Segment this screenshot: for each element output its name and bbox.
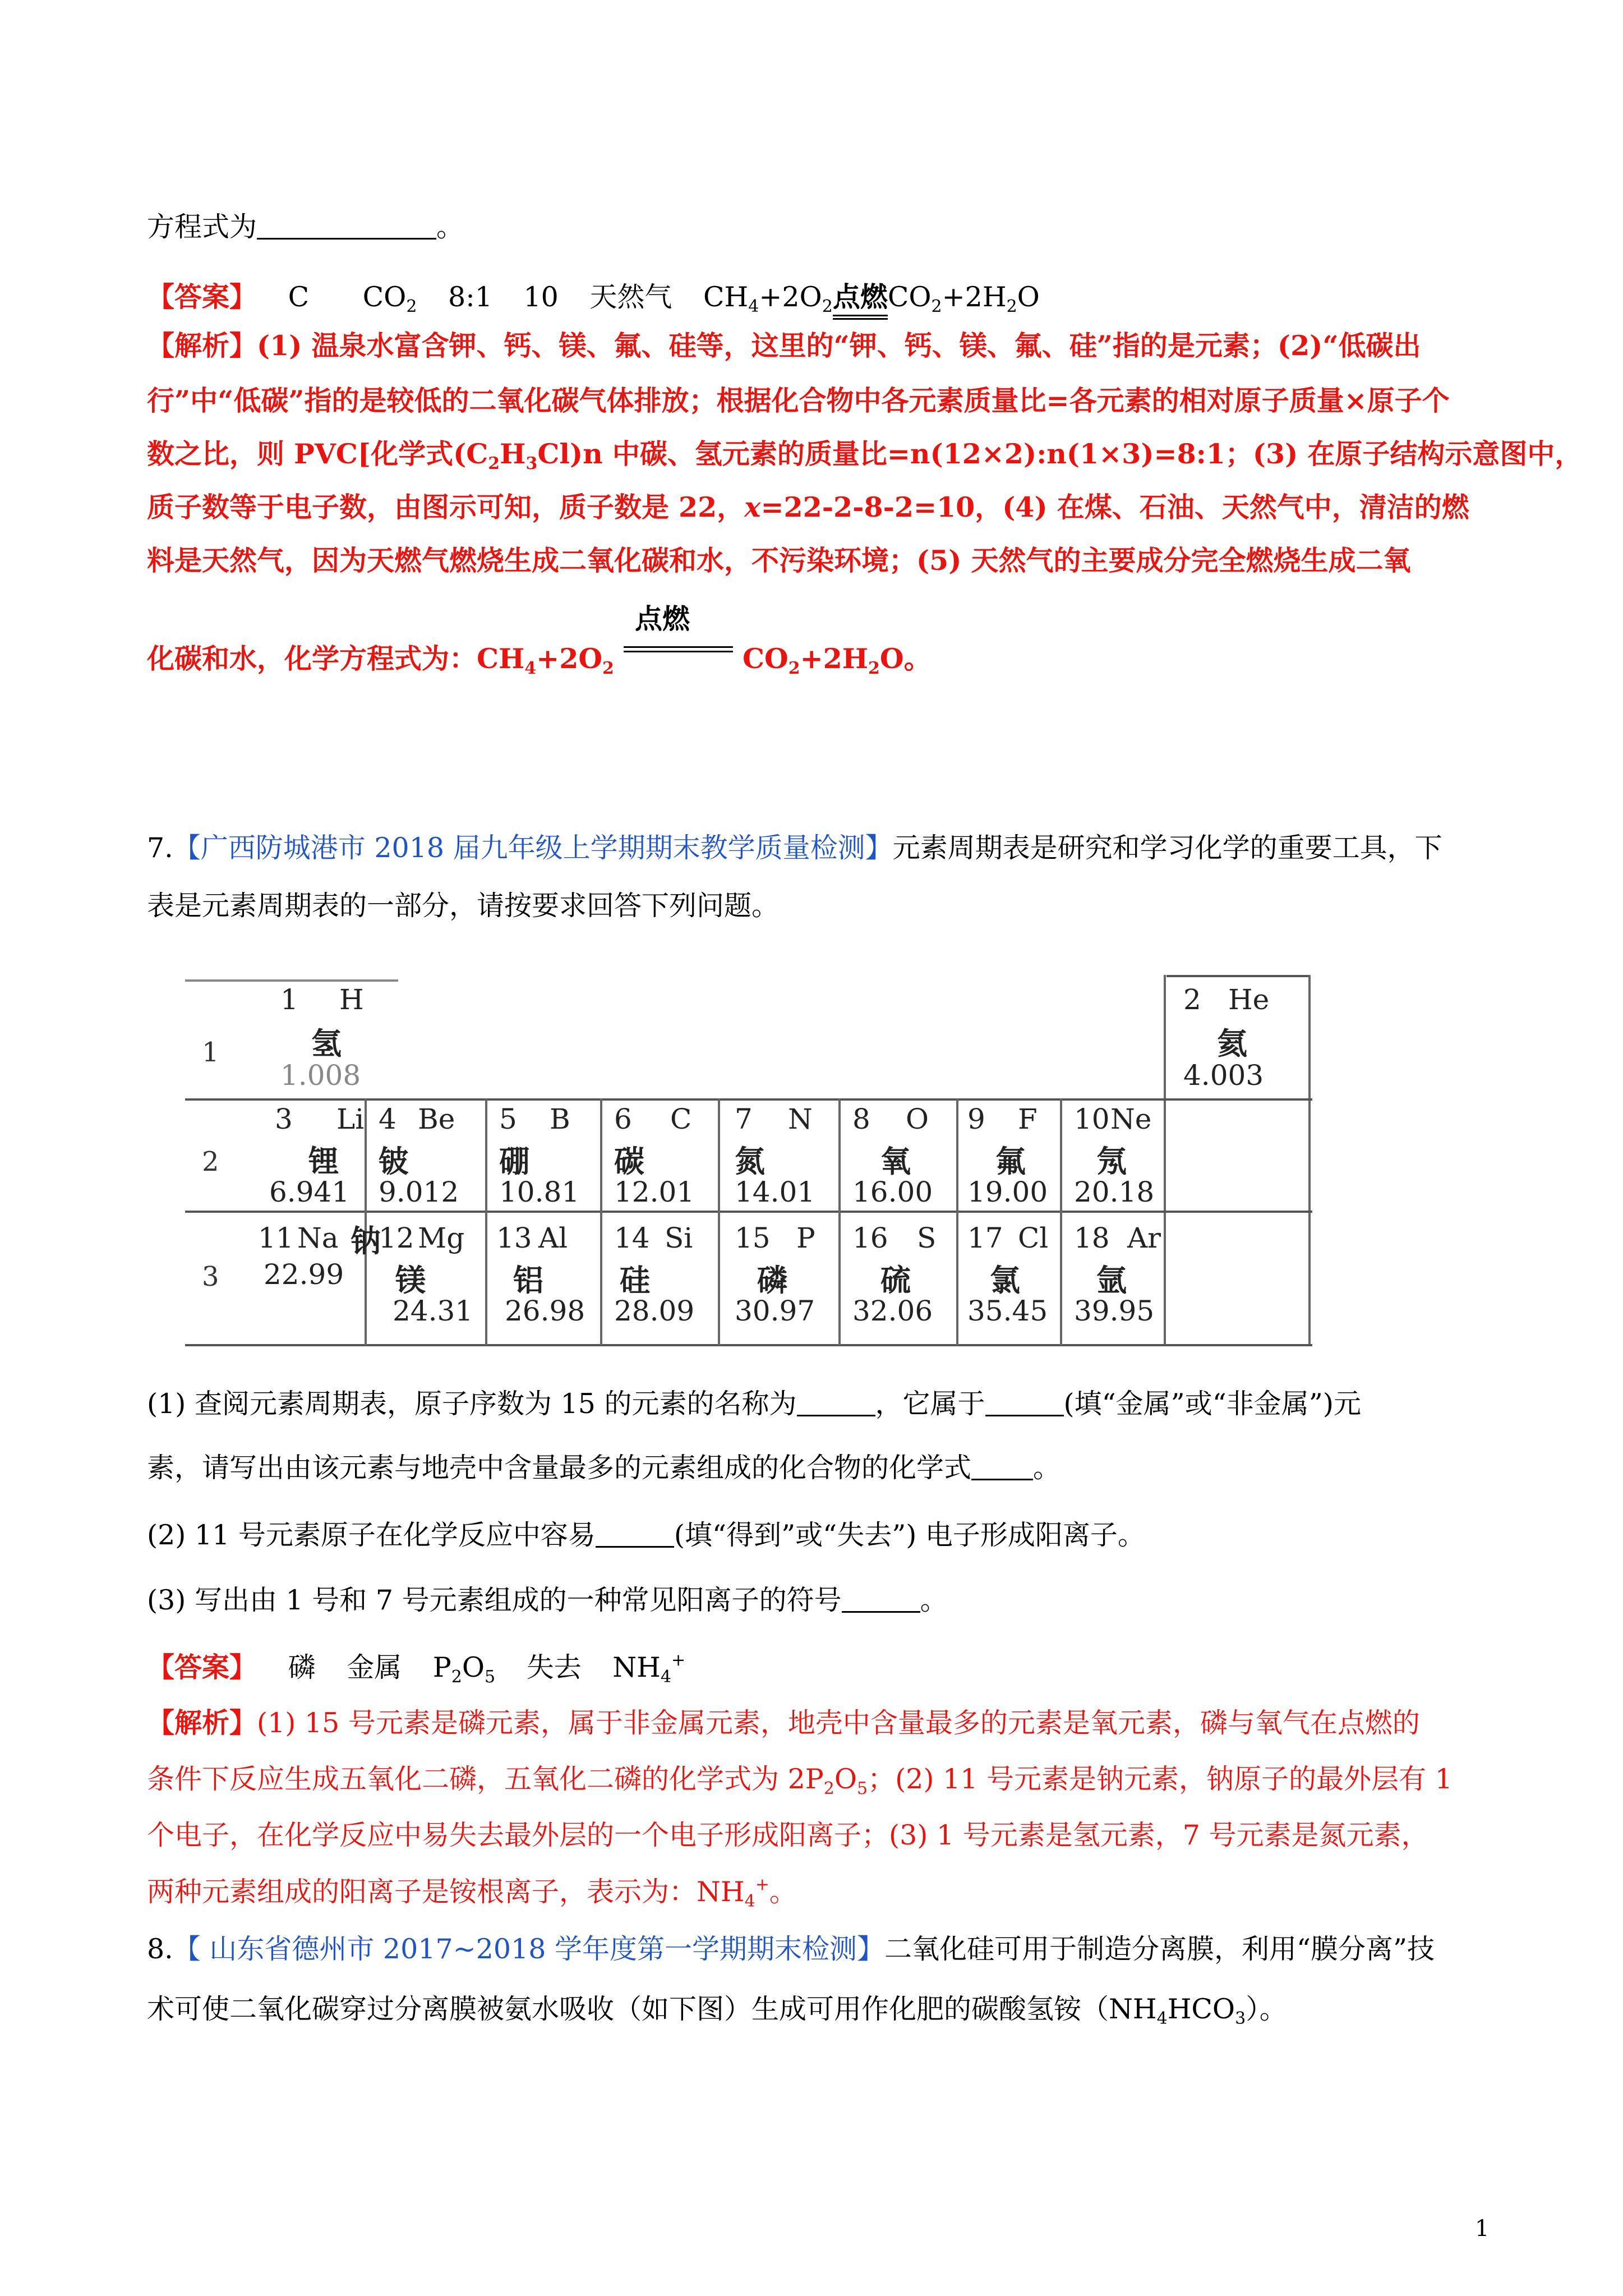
answer-item: 金属 [347, 1651, 402, 1683]
analysis-text: 质子数等于电子数，由图示可知，质子数是 22， [147, 491, 745, 523]
periodic-table-image: 1 2 3 1 H 氢 1.008 2 He 氦 4.003 3 Li 锂 6.941 4 Be 铍 9.012 5 B 硼 10.81 6 C 碳 12.01 7 N 氮 14.01 8 O 氧 16.00 9 F 氟 19.00 10 Ne 氖 20.18 11 Na 钠 22.99 12 Mg 镁 24.31 13 Al 铝 26.98 14 Si 硅 28.09 15 P 磷 30.97 16 S 硫 32.06 17 Cl 氯 35.45 18 Ar 氩 39.95 [185, 975, 1312, 1346]
answer-item: CO [362, 281, 407, 313]
variable-x: x [744, 491, 761, 523]
period-label: 3 [202, 1261, 219, 1292]
analysis-text: ；(2) 11 号元素是钠元素，钠原子的最外层有 1 [868, 1763, 1453, 1795]
question-text: 表是元素周期表的一部分，请按要求回答下列问题。 [147, 890, 780, 922]
question-text: (填“得到”或“失去”) 电子形成阳离子。 [674, 1519, 1145, 1551]
analysis-6-line1 [147, 329, 1421, 362]
question-text: 元素周期表是研究和学习化学的重要工具，下 [892, 832, 1442, 864]
analysis-text: 个电子，在化学反应中易失去最外层的一个电子形成阳离子；(3) 1 号元素是氢元素，7 号元素是氮元素， [147, 1819, 1429, 1851]
subscript: 4 [748, 297, 759, 316]
question-number: 7. [147, 832, 173, 864]
superscript: + [671, 1650, 686, 1670]
subscript: 2 [823, 1779, 834, 1798]
question-text: 术可使二氧化碳穿过分离膜被氨水吸收（如下图）生成可用作化肥的碳酸氢铵（NH [147, 1993, 1157, 2025]
period-label: 2 [202, 1146, 219, 1177]
question-text: (1) 查阅元素周期表，原子序数为 15 的元素的名称为 [147, 1388, 797, 1420]
q7-part1-line2 [147, 1452, 1061, 1484]
analysis-text: Cl)n 中碳、氢元素的质量比=n(12×2):n(1×3)=8:1；(3) 在原子结构示意图中， [537, 438, 1583, 470]
answer-blank [797, 1415, 875, 1416]
reaction-condition-arrow: 点燃 [624, 647, 733, 675]
analysis-text: CO [743, 642, 789, 675]
answer-item: 失去 [526, 1651, 582, 1683]
answer-blank [985, 1415, 1064, 1416]
analysis-7-line4 [147, 1876, 797, 1910]
analysis-text: O。 [879, 642, 932, 675]
analysis-7-line3 [147, 1821, 1429, 1849]
analysis-text: 料是天然气，因为天燃气燃烧生成二氧化碳和水，不污染环境；(5) 天然气的主要成分完全燃烧生成二氧 [147, 544, 1411, 577]
answer-blank [842, 1611, 920, 1613]
analysis-text: =22-2-8-2=10，(4) 在煤、石油、天然气中，清洁的燃 [760, 491, 1469, 523]
analysis-text: 行”中“低碳”指的是较低的二氧化碳气体排放；根据化合物中各元素质量比=各元素的相对原子质量×原子个 [147, 384, 1450, 417]
formula-part: O [1017, 281, 1040, 313]
period: 。 [436, 211, 464, 243]
answer-item: 磷 [288, 1651, 316, 1683]
question-text: (2) 11 号元素原子在化学反应中容易 [147, 1519, 596, 1551]
fill-in-equation-line [147, 213, 464, 241]
analysis-text: +2O [536, 642, 603, 675]
analysis-label: 【解析】 [147, 329, 257, 362]
answer-blank [257, 238, 436, 240]
answer-6 [147, 280, 1040, 316]
formula-part: +2O [759, 281, 822, 313]
analysis-text: 条件下反应生成五氧化二磷，五氧化二磷的化学式为 2P [147, 1763, 824, 1795]
answer-label: 【答案】 [147, 1651, 257, 1683]
subscript: 2 [602, 659, 614, 678]
analysis-text: (1) 温泉水富含钾、钙、镁、氟、硅等，这里的“钾、钙、镁、氟、硅”指的是元素；(2)“低碳出 [257, 329, 1421, 362]
question-text: 。 [1033, 1452, 1061, 1484]
prompt-text: 方程式为 [147, 211, 257, 243]
analysis-text: 数之比，则 PVC[化学式(C [147, 438, 488, 470]
analysis-6-line6 [147, 602, 932, 678]
analysis-text: 。 [769, 1876, 797, 1908]
analysis-text: (1) 15 号元素是磷元素，属于非金属元素，地壳中含量最多的元素是氧元素，磷与氧气在点燃的 [257, 1707, 1420, 1739]
question-text: ）。 [1246, 1993, 1287, 2025]
q7-part2 [147, 1521, 1145, 1549]
subscript: 2 [822, 297, 833, 316]
subscript: 2 [931, 297, 942, 316]
analysis-text: 两种元素组成的阳离子是铵根离子，表示为：NH [147, 1876, 745, 1908]
formula-part: P [432, 1651, 451, 1683]
superscript: + [755, 1875, 769, 1894]
subscript: 2 [451, 1667, 462, 1687]
analysis-7-line1 [147, 1706, 1420, 1739]
q7-part1-line1 [147, 1390, 1361, 1418]
subscript: 3 [525, 454, 538, 473]
subscript: 5 [485, 1667, 496, 1687]
question-text: HCO [1167, 1993, 1235, 2025]
answer-item: 天然气 [589, 281, 672, 313]
reaction-condition: 点燃 [833, 283, 888, 311]
question-text: 素，请写出由该元素与地壳中含量最多的元素组成的化合物的化学式 [147, 1452, 972, 1484]
subscript: 2 [868, 659, 880, 678]
question-source: 【广西防城港市 2018 届九年级上学期期末教学质量检测】 [173, 832, 893, 864]
analysis-text: +2H [800, 642, 869, 675]
answer-blank [971, 1479, 1033, 1480]
question-text: 二氧化硅可用于制造分离膜，利用“膜分离”技 [884, 1933, 1435, 1965]
question-text: (填“金属”或“非金属”)元 [1063, 1388, 1361, 1420]
question-7-line1 [147, 834, 1442, 862]
subscript: 2 [406, 297, 417, 316]
answer-label: 【答案】 [147, 280, 257, 313]
analysis-7-line2 [147, 1765, 1453, 1797]
formula-part: +2H [942, 281, 1007, 313]
subscript: 3 [1235, 2009, 1246, 2028]
analysis-6-line5 [147, 544, 1411, 577]
subscript: 2 [788, 659, 800, 678]
answer-7 [147, 1652, 685, 1686]
question-text: ，它属于 [875, 1388, 985, 1420]
subscript: 5 [857, 1779, 868, 1798]
analysis-text: O [834, 1763, 857, 1795]
formula-part: NH [612, 1651, 661, 1683]
subscript: 4 [524, 659, 537, 678]
analysis-label: 【解析】 [147, 1706, 257, 1739]
formula-part: O [462, 1651, 485, 1683]
subscript: 2 [488, 454, 500, 473]
analysis-6-line4 [147, 491, 1469, 523]
analysis-6-line2 [147, 384, 1450, 417]
analysis-text: H [500, 438, 526, 470]
analysis-text: 化碳和水，化学方程式为：CH [147, 642, 525, 675]
question-8-line2 [147, 1995, 1287, 2027]
formula-part: CH [703, 281, 749, 313]
subscript: 4 [660, 1667, 671, 1687]
q7-part3 [147, 1586, 948, 1614]
answer-blank [596, 1546, 674, 1548]
question-number: 8. [147, 1933, 173, 1965]
analysis-6-line3 [147, 440, 1582, 472]
subscript: 4 [1156, 2009, 1168, 2028]
formula-part: CO [887, 281, 932, 313]
answer-item: 8:1 [448, 281, 492, 313]
question-text: 。 [920, 1584, 948, 1616]
question-text: (3) 写出由 1 号和 7 号元素组成的一种常见阳离子的符号 [147, 1584, 842, 1616]
answer-item: C [288, 281, 310, 313]
answer-item: 10 [523, 281, 559, 313]
subscript: 2 [1006, 297, 1017, 316]
question-source: 【 山东省德州市 2017~2018 学年度第一学期期末检测】 [173, 1933, 884, 1965]
period-label: 1 [202, 1037, 219, 1068]
page-number: 1 [1475, 2216, 1490, 2242]
subscript: 4 [744, 1892, 755, 1911]
question-7-line2 [147, 890, 780, 922]
question-8-line1 [147, 1935, 1435, 1963]
